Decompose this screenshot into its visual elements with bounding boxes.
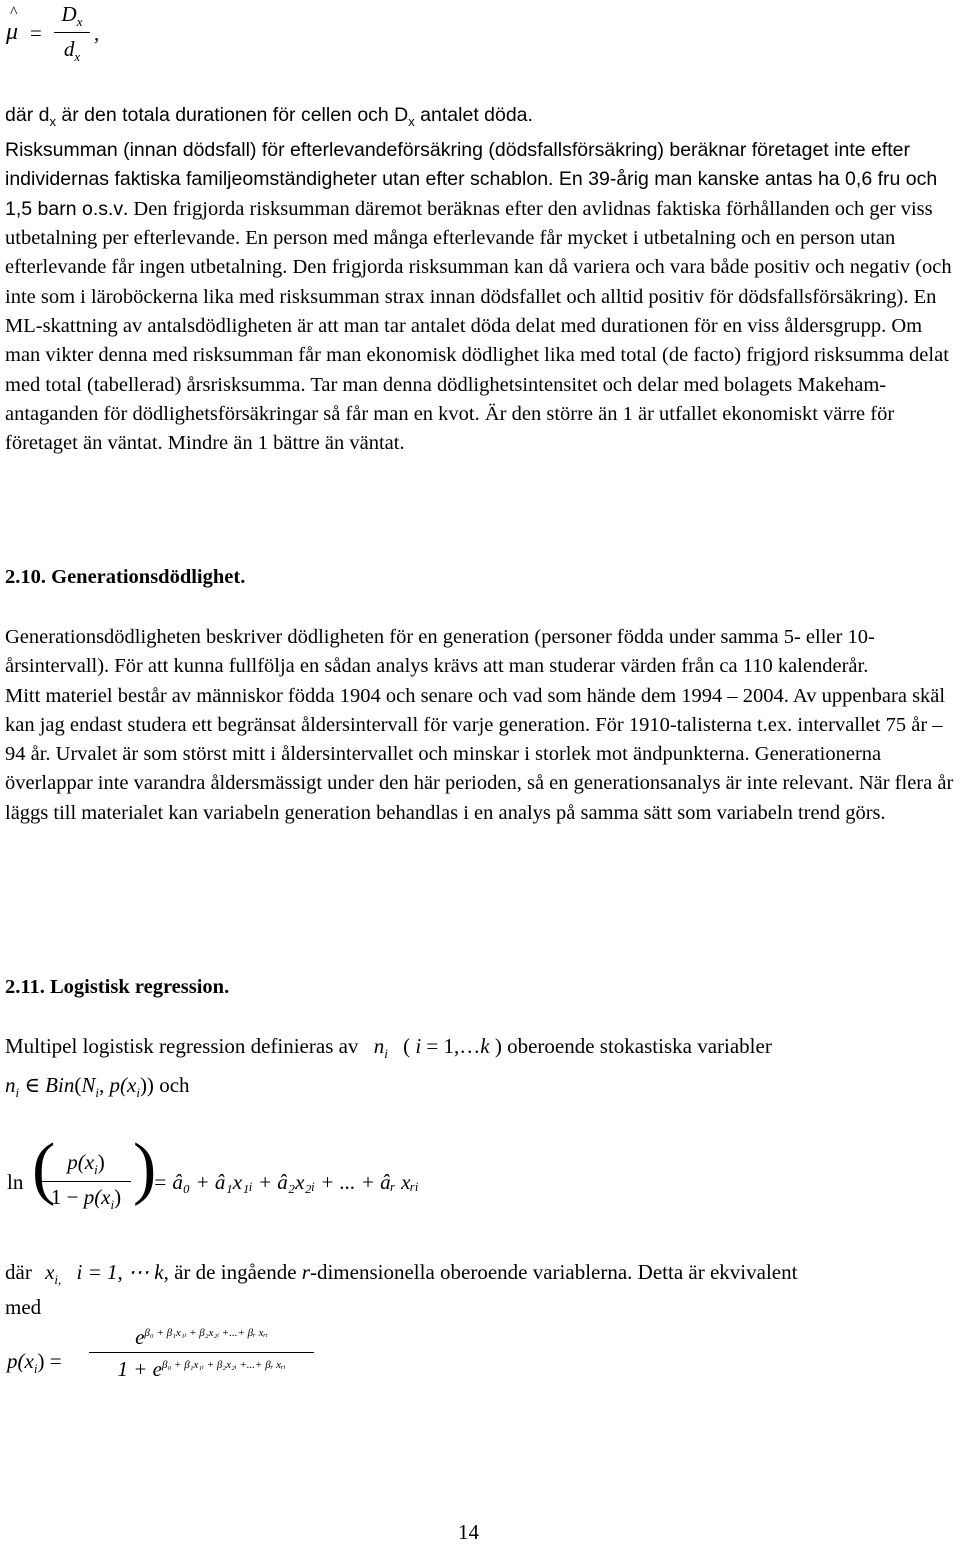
intro-serif-text: . Den frigjorda risksumman däremot beräknas efter den avlidnas faktiska förhållanden och ger viss utbetalning per efterlevande. En person med många efterlevande får mycket i utbetalning och en person utan efterlevande får ingen utbetalning. Den frigjorda risksumman kan då variera och vara både positiv och negativ (och inte som i läroböckerna lika med risksumman strax innan dödsfallet och alltid positiv för dödsfallsförsäkring). En ML-skattning av antalsdödligheten är att man tar antalet döda delat med durationen för en viss åldersgrupp. Om man vikter denna med risksumman får man ekonomisk dödlighet lika med total (de facto) frigjord risksumma delat med total (tabellerad) årsrisksumma. Tar man denna dödlighetsintensitet och delar med bolagets Makeham-antaganden för dödlighetsförsäkringar så får man en kvot. Är den större än 1 är utfallet ekonomiskt värre för företaget än väntat. Mindre än 1 bättre än väntat. [5,197,952,455]
regression-def-text: Multipel logistisk regression definieras av [5,1034,359,1058]
section-2-10-para-2: Mitt materiel består av människor födda 1904 och senare och vad som hände dem 1994 – 2004. Av uppenbara skäl kan jag endast studera ett begränsat åldersintervall för varje generation. För 1910-talisterna t.ex. intervallet 75 år – 94 år. Urvalet är som störst mitt i åldersintervallet och minskar i storlek mot ändpunkterna. Generationerna överlappar inte varandra åldersmässigt under den här perioden, så en generationsanalys är inte relevant. När flera år läggs till materialet kan variabeln generation behandlas i en analys på samma sätt som variabeln trend görs. [5,684,954,824]
dar-text-b: , är de ingående [163,1260,297,1284]
logit-den-one: 1 − [50,1185,84,1210]
mu-denominator: d [63,37,75,61]
section-heading-2-11: 2.11. Logistisk regression. [5,976,230,998]
logit-left-paren: ( [32,1130,56,1207]
section-2-10-para-1: Generationsdödligheten beskriver dödligheten för en generation (personer födda under samma 5- eller 10-årsintervall). För att kunna fullfölja en sådan analys krävs att man studerar värden från ca 110 kalenderår. [5,626,875,678]
range-i: i [415,1034,422,1058]
bin-element-of: ∈ [19,1073,46,1097]
px-den-exponent: β₀ + β₁x₁ᵢ + β₂x₂ᵢ +...+ βᵣ xᵣᵢ [161,1359,286,1371]
px-fraction [89,1325,314,1382]
regression-definition-line [5,1034,772,1062]
px-formula [5,1325,365,1405]
logit-ln: ln [7,1170,24,1194]
regression-def-tail: oberoende stokastiska variabler [507,1034,772,1058]
mu-symbol: μ [6,19,19,45]
px-num-exponent: β₀ + β₁x₁ᵢ + β₂x₂ᵢ +...+ βᵣ xᵣᵢ [144,1327,268,1339]
intro-line-1: där $d_x$ är den totala durationen för cellen och $D_x$ antalet döda. [5,104,533,129]
mu-denominator-sub: x [74,49,81,65]
range-open: ( [403,1034,411,1058]
dar-line [5,1260,797,1288]
mu-hat: ^ [10,4,18,21]
page-number: 14 [458,1520,479,1544]
px-den: 1 + e [117,1357,162,1381]
math-n: n [373,1034,385,1058]
section-heading-2-10: 2.10. Generationsdödlighet. [5,566,246,588]
mu-fraction [54,2,90,65]
logit-rhs: = â₀ + â₁x₁ᵢ + â₂x₂ᵢ + ... + âᵣ xᵣᵢ [153,1170,419,1194]
bin-n: n [5,1073,16,1097]
dar-text: där [5,1260,32,1284]
dar-x-sub: i, [54,1272,62,1288]
logit-right-paren: ) [133,1130,157,1207]
mu-numerator: D [61,2,77,26]
dar-text-c: -dimensionella oberoende variablerna. Detta är ekvivalent [309,1260,798,1284]
section-2-10-body [5,623,955,828]
px-lhs: $p(x_i)$ = [7,1349,62,1377]
bin-word: Bin [45,1073,75,1097]
bin-N: N [81,1073,96,1097]
math-n-sub: i [384,1046,388,1062]
logit-num: p(x [67,1150,95,1174]
mu-comma: , [94,21,100,45]
logit-den-p: p(x [83,1185,111,1210]
intro-paragraph [5,101,955,458]
range-eq: = 1,… [421,1034,481,1058]
px-num-e: e [135,1325,145,1349]
range-close: ) [494,1034,502,1058]
mu-numerator-sub: x [76,14,83,30]
intro-sans-text: Risksumman (innan dödsfall) för efterlevandeförsäkring (dödsfallsförsäkring) beräknar företaget inte efter individernas faktiska familjeomständigheter utan efter schablon. En 39-årig man kanske antas ha 0,6 fru och 1,5 barn o.s.v [5,139,938,220]
mu-equals: = [30,21,42,45]
mu-formula [6,2,136,72]
bin-tail: och [153,1073,190,1097]
bin-n-sub: i [15,1085,20,1101]
logit-fraction: $p(x_i)$ $1 - p(x_i)$ [41,1150,131,1213]
bin-p: p [109,1073,120,1097]
med-line: med [5,1295,42,1319]
dar-range: i = 1, ⋯ k [76,1260,164,1284]
logit-formula [5,1130,625,1230]
range-k: k [480,1034,490,1058]
binomial-line: $n_i$ ∈ $Bin(N_i$, $p(x_i)$) och [5,1073,190,1101]
dar-x: x [45,1260,55,1284]
dar-r: r [301,1260,310,1284]
